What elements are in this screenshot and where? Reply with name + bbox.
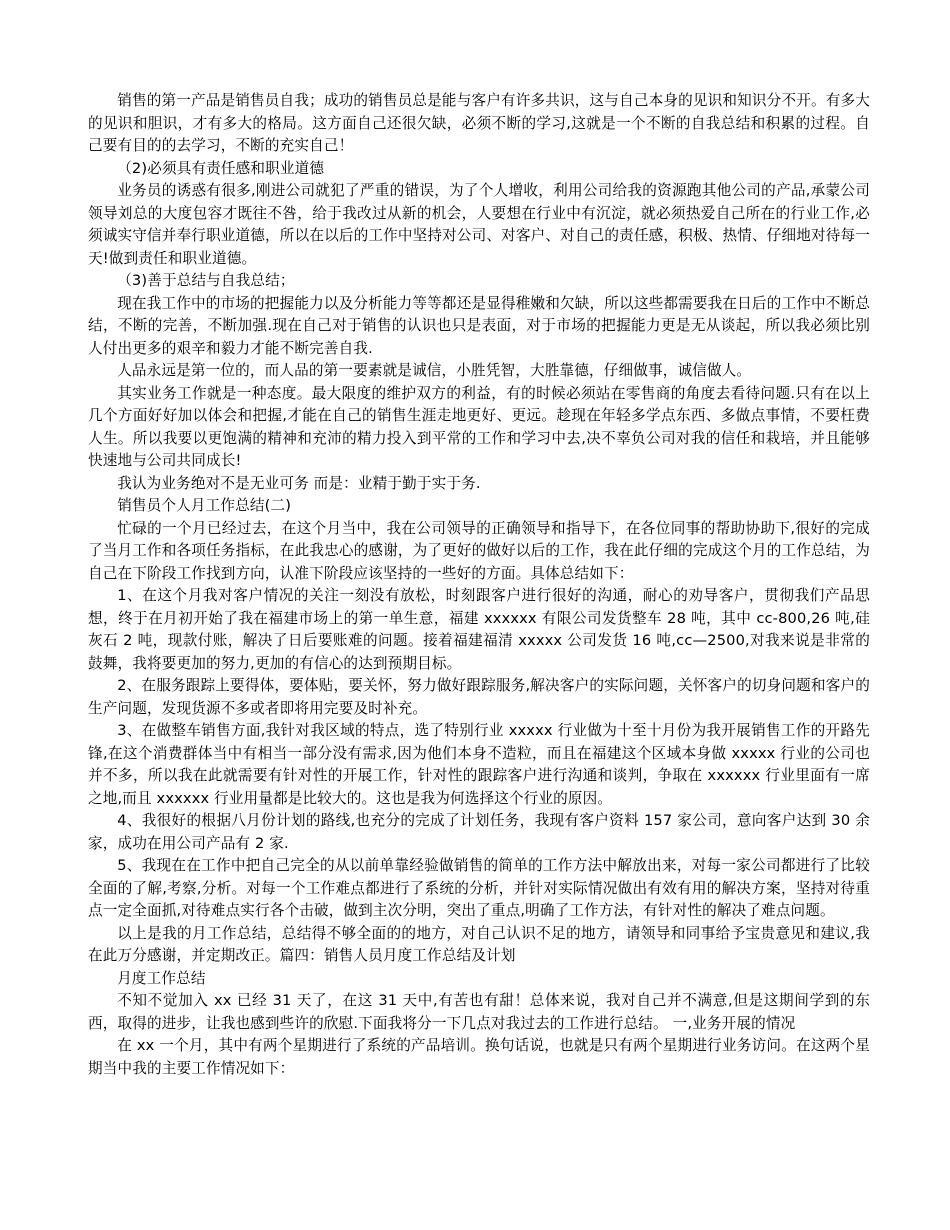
paragraph: 在 xx 一个月，其中有两个星期进行了系统的产品培训。换句话说，也就是只有两个星期进行业务访问。在这两个星期当中我的主要工作情况如下： (88, 1037, 870, 1077)
paragraph: 其实业务工作就是一种态度。最大限度的维护双方的利益，有的时候必须站在零售商的角度去看待问题.只有在以上几个方面好好加以体会和把握,才能在自己的销售生涯走地更好、更远。趁现在年轻多学点东西、多做点事情，不要枉费人生。所以我要以更饱满的精神和充沛的精力投入到平常的工作和学习中去,决不辜负公司对我的信任和栽培，并且能够快速地与公司共同成长! (88, 384, 870, 469)
document-body (88, 90, 870, 1080)
paragraph: 5、我现在在工作中把自己完全的从以前单靠经验做销售的简单的工作方法中解放出来，对每一家公司都进行了比较全面的了解,考察,分析。对每一个工作难点都进行了系统的分析，并针对实际情况做出有效有用的解决方案，坚持对待重点一定全面抓,对待难点实行各个击破，做到主次分明，突出了重点,明确了工作方法，有针对性的解决了难点问题。 (88, 857, 870, 919)
section-heading: 销售员个人月工作总结(二) (117, 497, 292, 514)
paragraph: 业务员的诱惑有很多,刚进公司就犯了严重的错误，为了个人增收，利用公司给我的资源跑其他公司的产品,承蒙公司领导刘总的大度包容才既往不咎，给于我改过从新的机会，人要想在行业中有沉淀，就必须热爱自己所在的行业工作,必须诚实守信并奉行职业道德，所以在以后的工作中坚持对公司、对客户、对自己的责任感，积极、热情、仔细地对待每一天!做到责任和职业道德。 (88, 182, 870, 267)
paragraph: 1、在这个月我对客户情况的关注一刻没有放松，时刻跟客户进行很好的沟通，耐心的劝导客户，贯彻我们产品思想，终于在月初开始了我在福建市场上的第一单生意，福建 xxxxxx 有限公司发货整车 28 吨，其中 cc-800,26 吨,硅灰石 2 吨，现款付账，解决了日后要账难的问题。接着福建福清 xxxxx 公司发货 16 吨,cc—2500,对我来说是非常的鼓舞，我将要更加的努力,更加的有信心的达到预期目标。 (88, 587, 870, 672)
paragraph: 现在我工作中的市场的把握能力以及分析能力等等都还是显得稚嫩和欠缺，所以这些都需要我在日后的工作中不断总结，不断的完善，不断加强.现在自己对于销售的认识也只是表面，对于市场的把握能力更是无从谈起，所以我必须比别人付出更多的艰辛和毅力才能不断完善自我. (88, 294, 870, 357)
paragraph: 销售的第一产品是销售员自我；成功的销售员总是能与客户有许多共识，这与自己本身的见识和知识分不开。有多大的见识和胆识，才有多大的格局。这方面自己还很欠缺，必须不断的学习,这就是一个不断的自我总结和积累的过程。自己要有目的的去学习，不断的充实自己！ (88, 92, 870, 154)
paragraph: 人品永远是第一位的，而人品的第一要素就是诚信，小胜凭智，大胜靠德，仔细做事，诚信做人。 (117, 362, 752, 379)
paragraph: 忙碌的一个月已经过去，在这个月当中，我在公司领导的正确领导和指导下，在各位同事的帮助协助下,很好的完成了当月工作和各项任务指标，在此我忠心的感谢，为了更好的做好以后的工作，我在此仔细的完成这个月的工作总结，为自己在下阶段工作找到方向，认准下阶段应该坚持的一些好的方面。具体总结如下： (88, 519, 870, 582)
paragraph: 我认为业务绝对不是无业可务 而是：业精于勤于实于务. (117, 474, 481, 492)
paragraph: 3、在做整车销售方面,我针对我区域的特点，选了特别行业 xxxxx 行业做为十至十月份为我开展销售工作的开路先锋,在这个消费群体当中有相当一部分没有需求,因为他们本身不造粒，而且在福建这个区域本身做 xxxxx 行业的公司也并不多，所以我在此就需要有针对性的开展工作，针对性的跟踪客户进行沟通和谈判，争取在 xxxxxx 行业里面有一席之地,而且 xxxxxx 行业用量都是比较大的。这也是我为何选择这个行业的原因。 (88, 722, 870, 807)
section-heading: 月度工作总结 (117, 969, 206, 987)
section-heading: （2)必须具有责任感和职业道德 (117, 159, 325, 177)
section-heading: （3)善于总结与自我总结； (117, 272, 295, 289)
paragraph: 4、我很好的根据八月份计划的路线,也充分的完成了计划任务，我现有客户资料 157 家公司，意向客户达到 30 余家，成功在用公司产品有 2 家. (88, 812, 870, 852)
paragraph: 以上是我的月工作总结，总结得不够全面的的地方，对自己认识不足的地方，请领导和同事给予宝贵意见和建议,我在此万分感谢，并定期改正。篇四：销售人员月度工作总结及计划 (88, 924, 870, 964)
paragraph: 2、在服务跟踪上要得体，要体贴，要关怀，努力做好跟踪服务,解决客户的实际问题，关怀客户的切身问题和客户的生产问题，发现货源不多或者即将用完要及时补充。 (88, 677, 870, 717)
paragraph: 不知不觉加入 xx 已经 31 天了，在这 31 天中,有苦也有甜！总体来说，我对自己并不满意,但是这期间学到的东西，取得的进步，让我也感到些许的欣慰.下面我将分一下几点对我过去的工作进行总结。 一,业务开展的情况 (88, 992, 870, 1032)
